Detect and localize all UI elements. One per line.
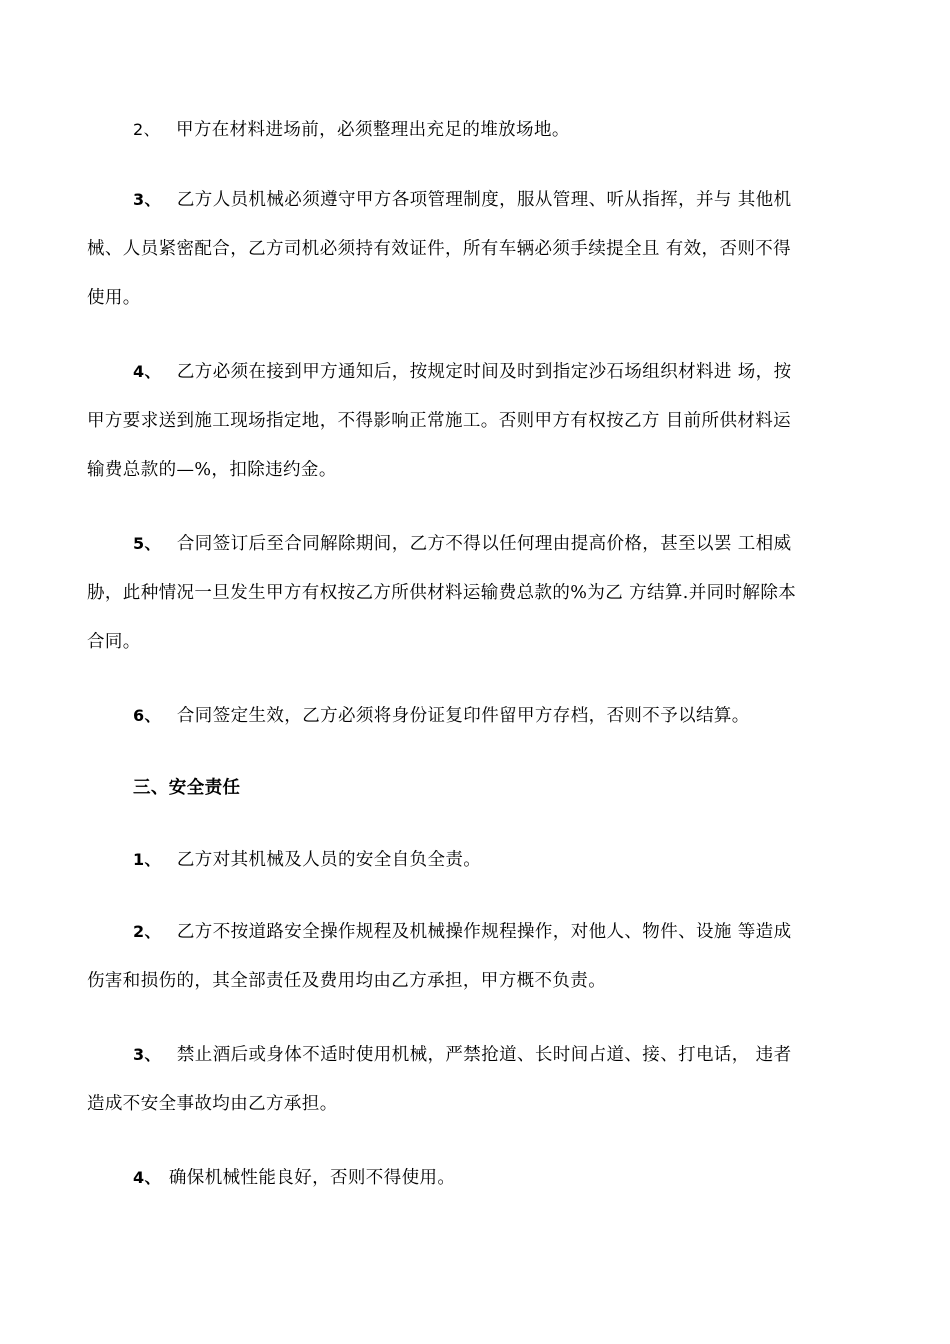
clause-number: 3、 <box>133 190 161 209</box>
safety-1-line-1 <box>133 848 481 872</box>
clause-number: 1、 <box>133 850 161 869</box>
clause-text: 甲方在材料进场前，必须整理出充足的堆放场地。 <box>175 120 570 140</box>
clause-text: 确保机械性能良好，否则不得使用。 <box>168 1168 456 1188</box>
clause-text: 禁止酒后或身体不适时使用机械，严禁抢道、长时间占道、接、打电话， 违者 <box>176 1045 792 1065</box>
clause-3-line-3: 使用。 <box>87 288 141 308</box>
clause-text: 乙方必须在接到甲方通知后，按规定时间及时到指定沙石场组织材料进 场，按 <box>176 362 792 382</box>
clause-4-line-2: 甲方要求送到施工现场指定地，不得影响正常施工。否则甲方有权按乙方 目前所供材料运 <box>87 411 792 431</box>
clause-3-line-2: 械、人员紧密配合，乙方司机必须持有效证件，所有车辆必须手续提全且 有效，否则不得 <box>87 239 792 259</box>
clause-number: 2、 <box>133 120 160 139</box>
safety-2-line-1 <box>133 920 791 944</box>
clause-number: 4、 <box>133 1168 161 1187</box>
safety-2-line-2: 伤害和损伤的，其全部责任及费用均由乙方承担，甲方概不负责。 <box>87 971 607 991</box>
clause-6-line-1 <box>133 704 750 728</box>
clause-number: 2、 <box>133 922 161 941</box>
section-heading: 三、安全责任 <box>133 778 241 798</box>
clause-2-line-1 <box>133 118 570 142</box>
clause-5-line-1 <box>133 532 791 556</box>
clause-number: 6、 <box>133 706 161 725</box>
clause-4-line-3: 输费总款的—%，扣除违约金。 <box>87 460 337 480</box>
clause-text: 合同签定生效，乙方必须将身份证复印件留甲方存档，否则不予以结算。 <box>176 706 750 726</box>
safety-3-line-2: 造成不安全事故均由乙方承担。 <box>87 1094 338 1114</box>
clause-text: 合同签订后至合同解除期间，乙方不得以任何理由提高价格，甚至以罢 工相威 <box>176 534 792 554</box>
clause-text: 乙方对其机械及人员的安全自负全责。 <box>176 850 482 870</box>
safety-4-line-1 <box>133 1166 455 1190</box>
clause-text: 乙方不按道路安全操作规程及机械操作规程操作，对他人、物件、设施 等造成 <box>176 922 792 942</box>
safety-3-line-1 <box>133 1043 791 1067</box>
clause-5-line-2: 胁，此种情况一旦发生甲方有权按乙方所供材料运输费总款的%为乙 方结算.并同时解除本 <box>87 583 797 603</box>
clause-5-line-3: 合同。 <box>87 632 141 652</box>
clause-number: 3、 <box>133 1045 161 1064</box>
clause-number: 5、 <box>133 534 161 553</box>
clause-number: 4、 <box>133 362 161 381</box>
clause-text: 乙方人员机械必须遵守甲方各项管理制度，服从管理、听从指挥，并与 其他机 <box>176 190 792 210</box>
clause-3-line-1 <box>133 188 791 212</box>
clause-4-line-1 <box>133 360 791 384</box>
